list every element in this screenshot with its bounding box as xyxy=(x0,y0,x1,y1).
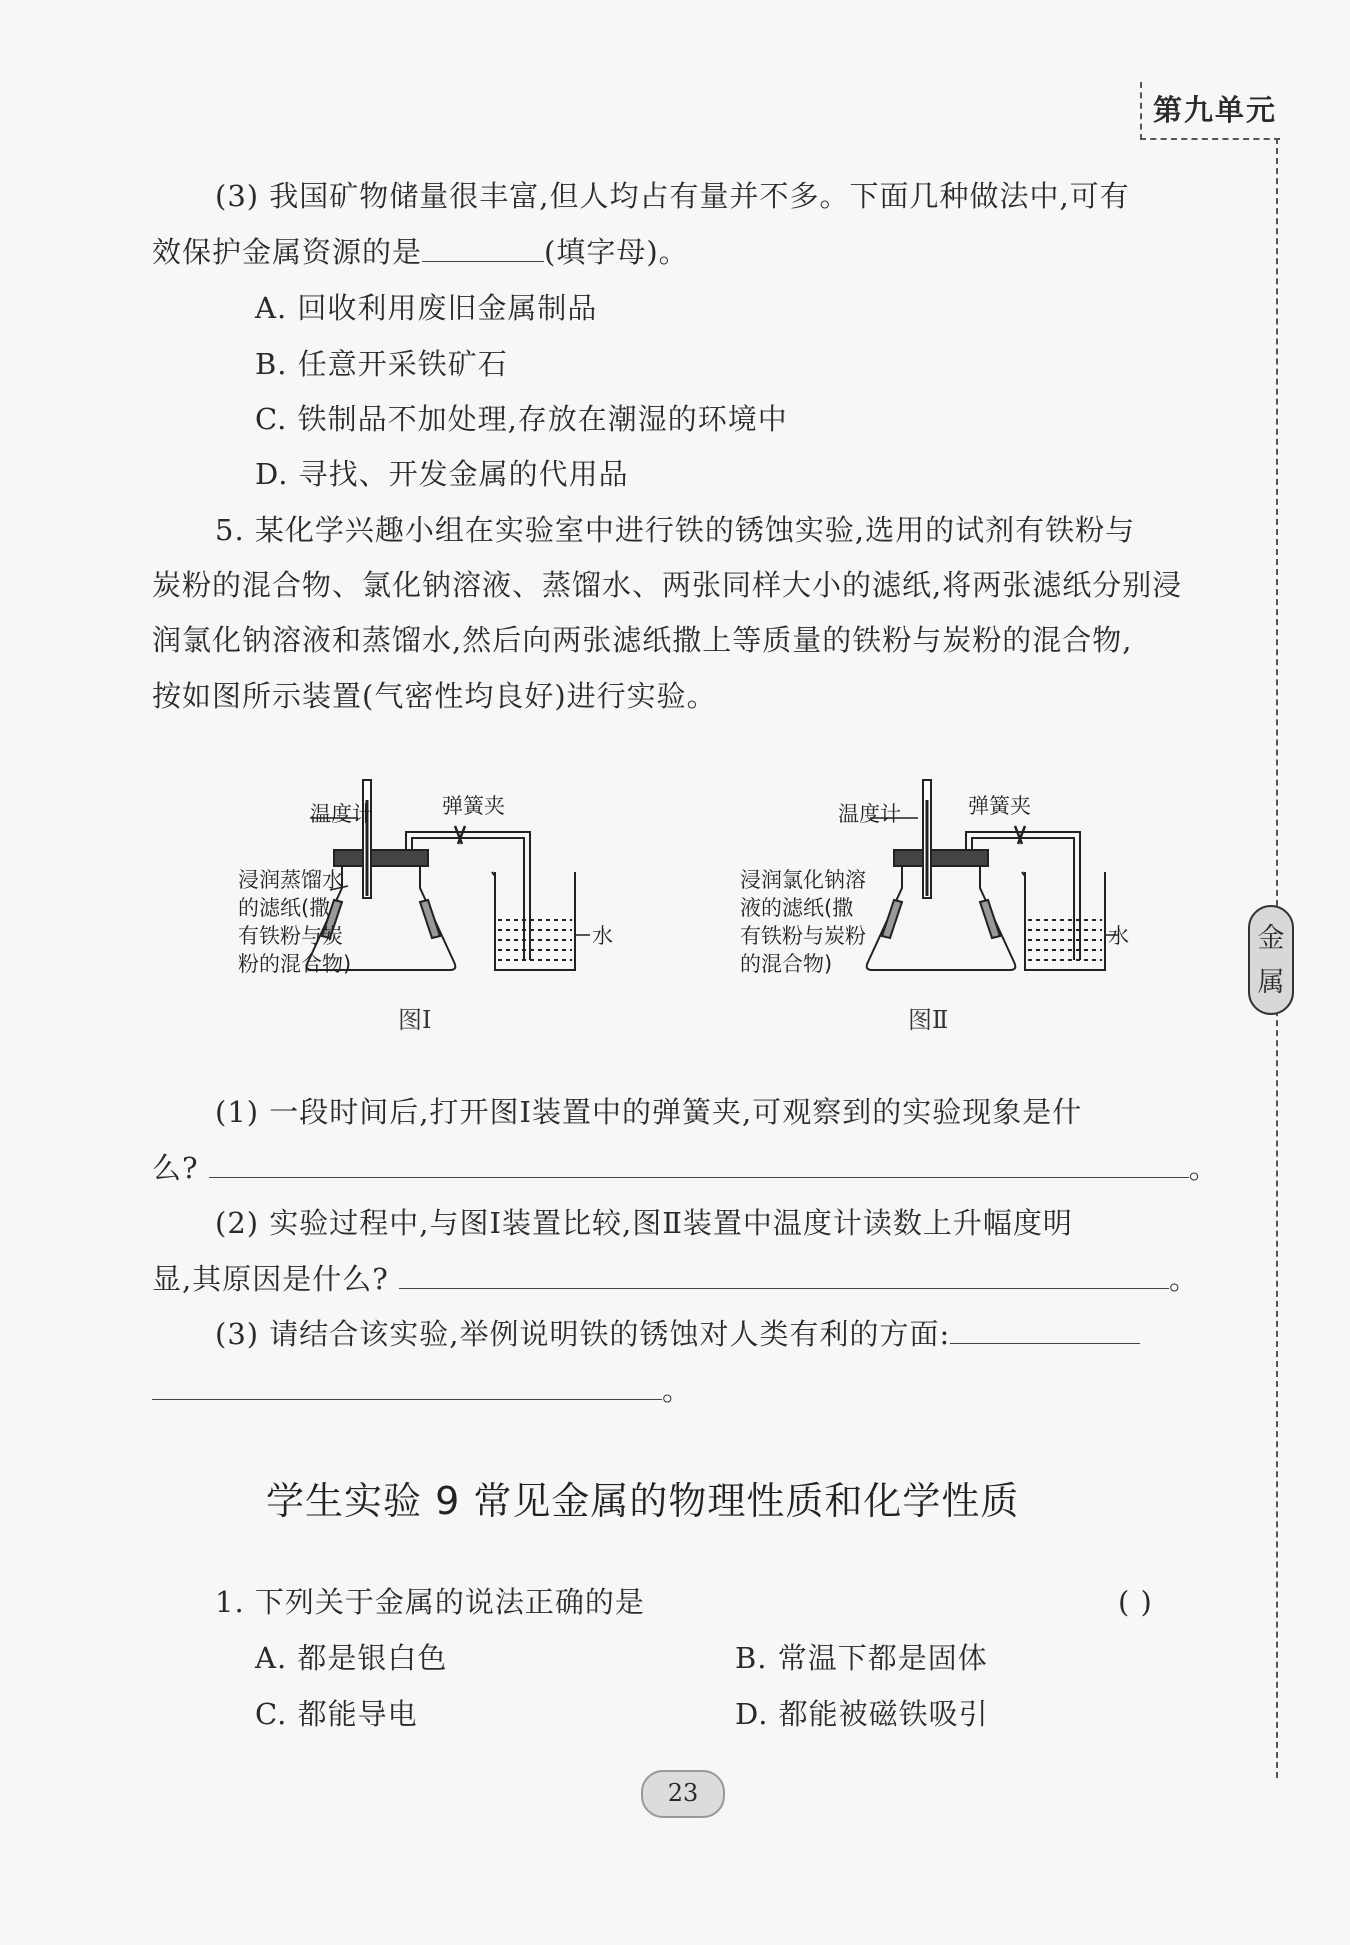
figure-1-water-label: 水 xyxy=(592,924,613,948)
q5-sub1-line2 xyxy=(152,1148,1219,1188)
q5-stem-line3: 润氯化钠溶液和蒸馏水,然后向两张滤纸撒上等质量的铁粉与炭粉的混合物, xyxy=(152,623,1133,657)
q4-3-line2-post: (填字母)。 xyxy=(544,235,689,269)
q5-sub2-line2 xyxy=(152,1259,1199,1299)
figure-2-thermometer-label: 温度计 xyxy=(838,802,901,826)
q4-3-option-c: C. 铁制品不加处理,存放在潮湿的环境中 xyxy=(255,402,788,436)
q5-sub2-end: 。 xyxy=(1169,1262,1200,1296)
q5-sub3-end: 。 xyxy=(662,1373,693,1407)
s9-q1-option-d: D. 都能被磁铁吸引 xyxy=(735,1697,989,1731)
q4-3-option-d: D. 寻找、开发金属的代用品 xyxy=(255,457,629,491)
q5-sub1-end: 。 xyxy=(1188,1151,1219,1185)
figure-1-caption: 图Ⅰ xyxy=(398,1006,432,1034)
figure-1-paper-label-2: 的滤纸(撒 xyxy=(238,896,331,920)
side-tab-char-2: 属 xyxy=(1257,967,1285,998)
figure-1-paper-label-4: 粉的混合物) xyxy=(238,952,352,976)
q5-sub1-prefix: 么? xyxy=(152,1151,199,1185)
q5-sub1-answer-blank[interactable] xyxy=(209,1149,1189,1178)
figure-2-water-label: 水 xyxy=(1108,924,1129,948)
figure-2 xyxy=(730,770,1130,1040)
side-chapter-tab xyxy=(1248,905,1294,1015)
unit-header-label: 第九单元 xyxy=(1153,93,1278,127)
q5-stem-line2: 炭粉的混合物、氯化钠溶液、蒸馏水、两张同样大小的滤纸,将两张滤纸分别浸 xyxy=(152,568,1183,602)
q5-stem-line4: 按如图所示装置(气密性均良好)进行实验。 xyxy=(152,679,717,713)
q5-stem-line1: 5. 某化学兴趣小组在实验室中进行铁的锈蚀实验,选用的试剂有铁粉与 xyxy=(215,513,1136,547)
q4-3-line1: (3) 我国矿物储量很丰富,但人均占有量并不多。下面几种做法中,可有 xyxy=(215,179,1130,213)
q5-sub3-line2 xyxy=(152,1370,692,1410)
figure-2-paper-label-1: 浸润氯化钠溶 xyxy=(740,868,866,892)
figure-1 xyxy=(230,770,630,1040)
q5-sub3-answer-blank-2[interactable] xyxy=(152,1371,662,1400)
figure-1-thermometer-label: 温度计 xyxy=(310,802,373,826)
figure-2-paper-label-2: 液的滤纸(撒 xyxy=(740,896,854,920)
s9-q1-answer-paren[interactable]: ( ) xyxy=(1118,1585,1153,1619)
q5-sub3-line1 xyxy=(215,1314,1140,1354)
q5-sub2-line1: (2) 实验过程中,与图Ⅰ装置比较,图Ⅱ装置中温度计读数上升幅度明 xyxy=(215,1206,1073,1240)
figure-1-clamp-label: 弹簧夹 xyxy=(442,794,505,818)
figure-2-paper-label-3: 有铁粉与炭粉 xyxy=(740,924,866,948)
q4-3-line2 xyxy=(152,232,689,272)
figure-2-clamp-label: 弹簧夹 xyxy=(968,794,1031,818)
figure-1-paper-label-1: 浸润蒸馏水 xyxy=(238,868,343,892)
side-tab-char-1: 金 xyxy=(1257,923,1285,954)
q5-sub3-answer-blank-1[interactable] xyxy=(950,1315,1140,1344)
s9-q1-option-c: C. 都能导电 xyxy=(255,1697,418,1731)
section-title: 学生实验 9 常见金属的物理性质和化学性质 xyxy=(266,1479,1020,1523)
s9-q1-option-a: A. 都是银白色 xyxy=(255,1641,448,1675)
q4-3-option-b: B. 任意开采铁矿石 xyxy=(255,347,508,381)
figure-2-caption: 图Ⅱ xyxy=(908,1006,949,1034)
page-number: 23 xyxy=(641,1770,725,1818)
figure-1-paper-label-3: 有铁粉与炭 xyxy=(238,924,343,948)
q4-3-answer-blank[interactable] xyxy=(422,233,544,262)
q5-sub1-line1: (1) 一段时间后,打开图Ⅰ装置中的弹簧夹,可观察到的实验现象是什 xyxy=(215,1095,1083,1129)
q4-3-line2-pre: 效保护金属资源的是 xyxy=(152,235,423,269)
q5-sub2-answer-blank[interactable] xyxy=(399,1260,1169,1289)
s9-q1-stem: 1. 下列关于金属的说法正确的是 xyxy=(215,1585,645,1619)
q4-3-option-a: A. 回收利用废旧金属制品 xyxy=(255,291,598,325)
figure-2-paper-label-4: 的混合物) xyxy=(740,952,833,976)
q5-sub2-prefix: 显,其原因是什么? xyxy=(152,1262,389,1296)
s9-q1-option-b: B. 常温下都是固体 xyxy=(735,1641,988,1675)
q5-sub3-prefix: (3) 请结合该实验,举例说明铁的锈蚀对人类有利的方面: xyxy=(215,1317,951,1351)
